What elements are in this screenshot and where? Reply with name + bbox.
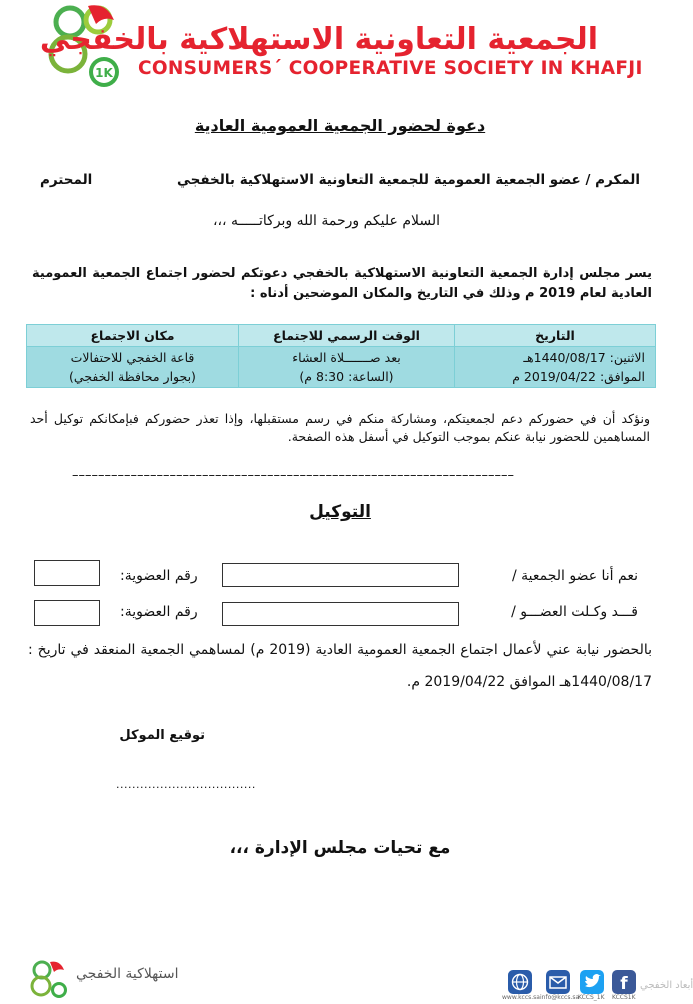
footer-logo: [30, 958, 72, 1000]
mail-icon[interactable]: [546, 970, 570, 994]
delegate-number-field[interactable]: [34, 600, 100, 626]
table-row: [27, 347, 656, 388]
intro-paragraph: يسر مجلس إدارة الجمعية التعاونية الاستهلاكية بالخفجي دعوتكم لحضور اجتماع الجمعية العمومية العادية لعام 2019 م وذلك في التاريخ والمكان الموضحين أدناه :: [32, 266, 652, 301]
member-line-label: نعم أنا عضو الجمعية /: [511, 568, 638, 584]
header-place: مكان الاجتماع: [27, 325, 239, 347]
date-hijri: الاثنين: 1440/08/17هـ: [523, 350, 645, 365]
meeting-info-table: [26, 324, 656, 388]
proxy-body: بالحضور نيابة عني لأعمال اجتماع الجمعية العمومية العادية (2019 م) لمساهمي الجمعية المنعقد في تاريخ : 1440/08/17هـ الموافق 2019/04/22 م.: [28, 642, 652, 690]
place-line-2: (بجوار محافظة الخفجي): [69, 369, 196, 384]
web-label: www.kccs.sa: [502, 994, 540, 1001]
cell-place: [27, 347, 239, 388]
invitation-title: دعوة لحضور الجمعية العمومية العادية: [194, 116, 486, 135]
date-gregorian: الموافق: 2019/04/22 م: [512, 369, 645, 384]
signature-line[interactable]: ...................................: [116, 778, 256, 791]
twitter-icon[interactable]: [580, 970, 604, 994]
twitter-label: KCCS_1K: [578, 994, 605, 1001]
web-icon[interactable]: [508, 970, 532, 994]
member-name-field[interactable]: [222, 563, 459, 587]
logo-text: 1K: [95, 66, 113, 80]
honorific-text: المحترم: [40, 172, 93, 188]
mail-label: info@kccs.sa: [540, 994, 580, 1001]
org-name-arabic: الجمعية التعاونية الاستهلاكية بالخفجي: [39, 22, 598, 57]
recipient-line: [40, 172, 640, 188]
header-date: التاريخ: [455, 325, 656, 347]
facebook-icon[interactable]: [612, 970, 636, 994]
time-line-1: بعد صـــــــلاة العشاء: [292, 350, 401, 365]
time-line-2: (الساعة: 8:30 م): [299, 369, 394, 384]
membership-number-label: رقم العضوية:: [120, 568, 198, 584]
recipient-text: المكرم / عضو الجمعية العمومية للجمعية التعاونية الاستهلاكية بالخفجي: [176, 172, 640, 188]
confirmation-paragraph: ونؤكد أن في حضوركم دعم لجمعيتكم، ومشاركة منكم في رسم مستقبلها، وإذا تعذر حضوركم فبإمكانكم توكيل أحد المساهمين للحضور نيابة عنكم بموجب التوكيل في أسفل هذه الصفحة.: [30, 411, 650, 444]
closing-line: مع تحيات مجلس الإدارة ،،،: [229, 838, 451, 858]
signature-label: توقيع الموكل: [119, 728, 205, 743]
proxy-title: التوكيل: [309, 502, 371, 522]
greeting: السلام عليكم ورحمة الله وبركاتـــــه ،،،: [212, 213, 440, 229]
cell-date: [455, 347, 656, 388]
org-name-english: CONSUMERS´ COOPERATIVE SOCIETY IN KHAFJI: [138, 58, 643, 79]
delegate-name-field[interactable]: [222, 602, 459, 626]
place-line-1: قاعة الخفجي للاحتفالات: [70, 350, 195, 365]
table-header-row: [27, 325, 656, 347]
delegate-membership-label: رقم العضوية:: [120, 604, 198, 620]
svg-text:f: f: [620, 974, 628, 994]
cut-line-separator: ––––––––––––––––––––––––––––––––––––––––––––––––––––––––––––––––––––: [72, 468, 514, 483]
watermark: أبعاد الخفجي: [640, 980, 693, 991]
facebook-label: KCCS1K: [612, 994, 636, 1001]
header-time: الوقت الرسمي للاجتماع: [239, 325, 455, 347]
member-number-field[interactable]: [34, 560, 100, 586]
cell-time: [239, 347, 455, 388]
footer-org-name: استهلاكية الخفجي: [76, 966, 179, 982]
delegate-line-label: قـــد وكـلت العضـــو /: [511, 604, 638, 620]
